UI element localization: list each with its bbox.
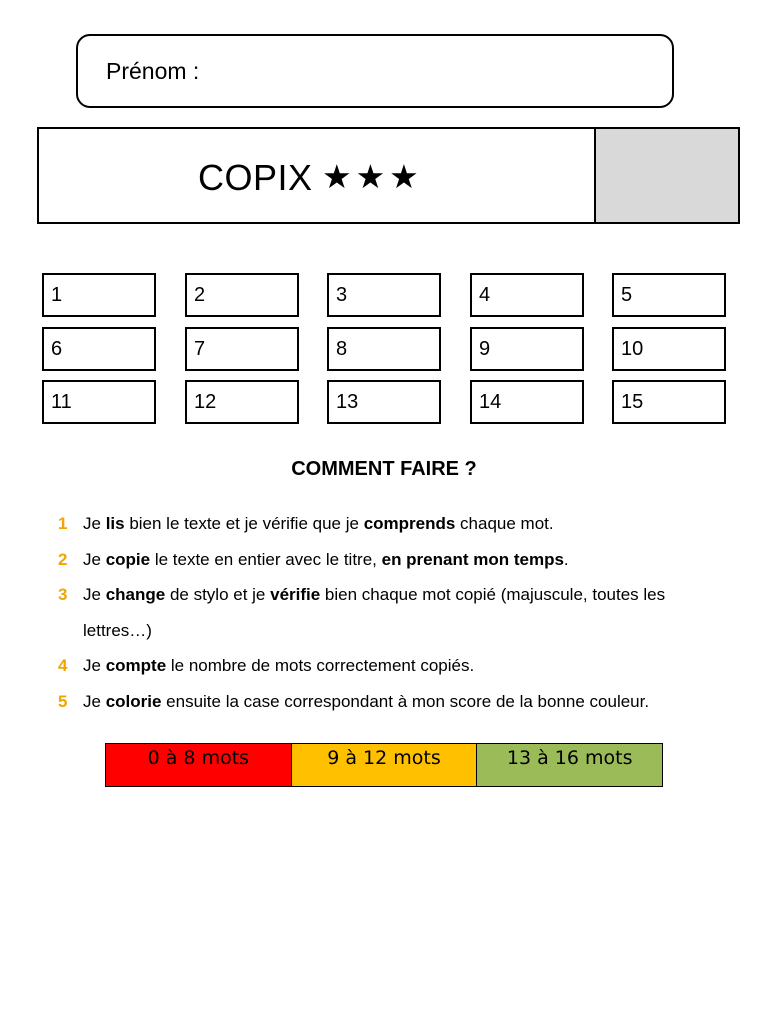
step-text [58,648,738,684]
grid-cell-1[interactable]: 1 [42,273,156,317]
step-fragment: Je [83,656,106,675]
grid-cell-4[interactable]: 4 [470,273,584,317]
name-field[interactable] [76,34,674,108]
step-fragment: de stylo et je [165,585,271,604]
step-fragment: . [563,549,569,569]
step-fragment: le nombre de mots correctement copiés. [166,656,475,675]
grid-cell-10[interactable]: 10 [612,327,726,371]
step-number: 1 [58,514,68,533]
grid-cell-8[interactable]: 8 [327,327,441,371]
step-keyword: lis [105,514,125,533]
grid-cell-3[interactable]: 3 [327,273,441,317]
instruction-step [58,684,738,720]
instruction-step [58,648,738,684]
step-fragment: Je [83,514,106,533]
grid-cell-12[interactable]: 12 [185,380,299,424]
color-legend [105,743,663,787]
step-fragment: Je [83,691,106,711]
legend-segment: 13 à 16 mots [476,744,662,786]
instructions-title: COMMENT FAIRE ? [291,458,477,480]
step-number: 4 [58,656,68,675]
title-banner [37,127,740,224]
step-fragment: chaque mot. [455,514,554,533]
instruction-step [58,577,738,648]
difficulty-stars-icon: ★★★ [322,157,423,196]
page-title: COPIX [198,157,313,198]
name-label: Prénom : [106,58,200,84]
title-area [39,129,596,222]
grid-cell-2[interactable]: 2 [185,273,299,317]
step-keyword: en prenant mon temps [381,549,564,569]
legend-segment: 0 à 8 mots [106,744,291,786]
step-keyword: compte [105,656,167,675]
grid-cell-15[interactable]: 15 [612,380,726,424]
step-text [58,542,738,578]
step-number: 5 [58,691,68,711]
instructions-list [58,506,738,719]
step-number: 2 [58,549,68,569]
grid-cell-13[interactable]: 13 [327,380,441,424]
step-fragment: Je [83,549,106,569]
grid-cell-7[interactable]: 7 [185,327,299,371]
grid-cell-14[interactable]: 14 [470,380,584,424]
step-keyword: copie [105,549,151,569]
step-fragment: Je [83,585,106,604]
step-text [58,684,738,720]
grid-cell-11[interactable]: 11 [42,380,156,424]
instruction-step [58,542,738,578]
step-text [58,577,738,648]
step-fragment: bien le texte et je vérifie que je [124,514,364,533]
step-fragment: bien chaque mot copié (majuscule, toutes les lettres…) [83,585,666,640]
step-text [58,506,738,542]
instruction-step [58,506,738,542]
step-fragment: ensuite la case correspondant à mon score de la bonne couleur. [161,691,650,711]
step-fragment: le texte en entier avec le titre, [150,549,382,569]
step-keyword: vérifie [270,585,321,604]
step-keyword: comprends [363,514,456,533]
grid-cell-5[interactable]: 5 [612,273,726,317]
score-box[interactable] [596,129,738,222]
grid-cell-6[interactable]: 6 [42,327,156,371]
step-keyword: change [105,585,166,604]
step-keyword: colorie [105,691,162,711]
grid-cell-9[interactable]: 9 [470,327,584,371]
legend-segment: 9 à 12 mots [291,744,477,786]
step-number: 3 [58,585,68,604]
